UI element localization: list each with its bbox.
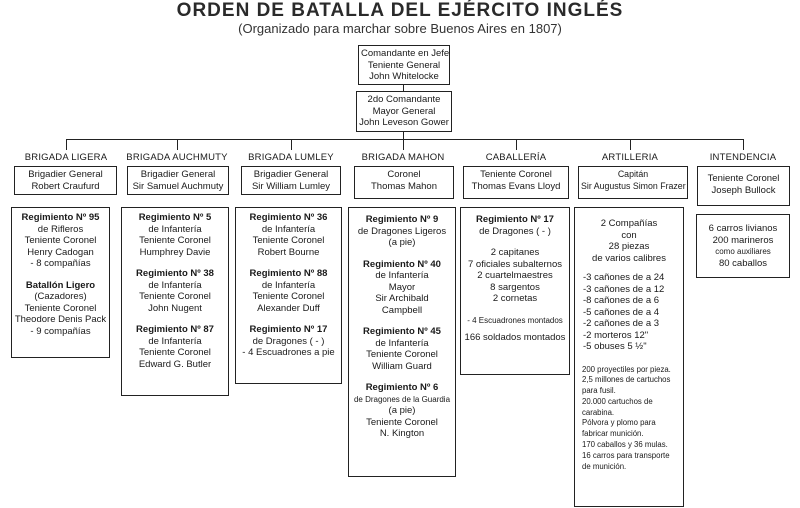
unit-line: de varios calibres — [592, 252, 666, 264]
unit-line: 2 cornetas — [492, 293, 538, 304]
box-line: Mayor General — [372, 105, 436, 117]
units-box-caballeria — [460, 207, 570, 375]
commander-box-intendencia — [697, 166, 790, 206]
units-box-artilleria — [574, 207, 684, 507]
unit-line: 2 Compañías — [600, 218, 658, 229]
artillery-pieces-list — [577, 272, 681, 353]
unit-line: 170 caballos y 36 mulas. — [582, 440, 668, 450]
box-line: Joseph Bullock — [711, 184, 776, 196]
commander-box-caballeria — [463, 166, 569, 199]
unit-line: Theodore Denis Pack — [14, 314, 107, 325]
unit-title: Regimiento Nº 95 — [21, 212, 100, 223]
unit-line: carabina. — [582, 407, 615, 417]
unit-title: Regimiento Nº 38 — [136, 268, 214, 279]
unit-title: Regimiento Nº 17 — [249, 324, 328, 335]
unit-title: Batallón Ligero — [25, 279, 96, 291]
unit-line: Pólvora y plomo para — [582, 418, 656, 428]
unit-line: John Nugent — [148, 302, 202, 314]
units-box-intendencia — [696, 214, 790, 278]
box-line: Sir Augustus Simon Frazer — [581, 180, 686, 191]
unit-line: 80 caballos — [718, 257, 768, 269]
unit-line: Teniente Coronel — [366, 349, 438, 360]
commander-box-lumley — [241, 166, 341, 195]
unit-line: de Infantería — [375, 270, 429, 281]
unit-line: -2 morteros 12" — [583, 329, 649, 341]
heading-artilleria: ARTILLERIA — [601, 152, 659, 163]
connector-col-4 — [403, 139, 404, 150]
unit-line: -3 cañones de a 12 — [583, 283, 665, 295]
unit-line: 6 carros livianos — [708, 223, 778, 234]
unit-title: Regimiento Nº 5 — [138, 212, 212, 223]
box-line: Brigadier General — [140, 169, 216, 180]
unit-line: Humphrey Davie — [139, 246, 211, 258]
box-line: Brigadier General — [28, 169, 103, 180]
unit-title: Regimiento Nº 88 — [249, 268, 328, 279]
unit-line: de Infantería — [261, 223, 316, 235]
unit-line: 166 soldados montados — [464, 332, 566, 343]
unit-line: de Dragones ( - ) — [479, 225, 551, 237]
unit-line: 2 capitanes — [490, 247, 540, 258]
box-line: Teniente Coronel — [707, 173, 780, 184]
unit-title: Regimiento Nº 17 — [476, 214, 554, 225]
unit-title: Regimiento Nº 36 — [249, 212, 328, 223]
unit-line: Teniente Coronel — [24, 235, 97, 246]
diagram-title: ORDEN DE BATALLA DEL EJÉRCITO INGLÉS — [176, 0, 624, 21]
unit-line: William Guard — [372, 360, 432, 372]
diagram-subtitle: (Organizado para marchar sobre Buenos Aires en 1807) — [238, 21, 562, 36]
unit-line: Teniente Coronel — [139, 347, 211, 358]
unit-line: de Infantería — [148, 223, 202, 235]
unit-line: de Dragones de la Guardia — [353, 394, 451, 404]
unit-line: 8 sargentos — [490, 281, 540, 293]
unit-title: Regimiento Nº 87 — [136, 324, 214, 335]
unit-line: Teniente Coronel — [24, 302, 97, 314]
unit-line: de Infantería — [375, 337, 429, 349]
unit-line: Sir Archibald — [375, 293, 429, 304]
connector-second — [403, 132, 404, 139]
unit-line: Teniente Coronel — [252, 235, 325, 246]
unit-line: 28 piezas — [608, 241, 650, 252]
unit-line: -2 cañones de a 3 — [583, 318, 660, 329]
heading-brigada-mahon: BRIGADA MAHON — [361, 152, 445, 163]
commander-box-auchmuty — [127, 166, 229, 195]
box-line: Thomas Evans Lloyd — [471, 180, 561, 192]
unit-line: 200 proyectiles por pieza. — [582, 364, 671, 374]
heading-brigada-ligera: BRIGADA LIGERA — [24, 152, 108, 163]
unit-line: 2,5 millones de cartuchos — [582, 375, 671, 385]
unit-line: con — [621, 229, 637, 241]
connector-col-2 — [177, 139, 178, 150]
unit-line: 2 cuartelmaestres — [477, 270, 553, 281]
unit-title: Regimiento Nº 6 — [365, 382, 439, 393]
unit-line: 20.000 cartuchos de — [582, 396, 653, 406]
box-line: John Leveson Gower — [359, 117, 449, 128]
unit-title: Regimiento Nº 40 — [363, 258, 441, 270]
unit-line: de Infantería — [148, 335, 202, 347]
unit-line: de Infantería — [148, 279, 202, 291]
second-commander-box — [356, 91, 452, 132]
box-line: Thomas Mahon — [370, 180, 437, 192]
artillery-supplies-notes — [577, 365, 681, 473]
unit-line: - 4 Escuadrones montados — [467, 315, 563, 325]
unit-line: Teniente Coronel — [252, 291, 325, 302]
unit-line: Mayor — [388, 281, 416, 293]
unit-line: fabricar munición. — [582, 429, 644, 439]
commander-in-chief-box — [358, 45, 450, 85]
unit-line: - 4 Escuadrones a pie — [242, 347, 335, 358]
unit-line: (a pie) — [388, 237, 416, 248]
unit-line: (a pie) — [388, 405, 416, 416]
commander-box-artilleria — [578, 166, 688, 199]
unit-line: Alexander Duff — [257, 302, 320, 314]
box-line: Teniente General — [367, 59, 441, 71]
unit-line: de Dragones ( - ) — [252, 335, 325, 347]
unit-line: 7 oficiales subalternos — [468, 258, 562, 270]
unit-line: como auxiliares — [715, 247, 771, 256]
heading-intendencia: INTENDENCIA — [709, 152, 777, 163]
box-line: Robert Craufurd — [31, 180, 100, 192]
unit-line: para fusil. — [582, 386, 616, 396]
units-box-mahon — [348, 207, 456, 477]
commander-box-mahon — [354, 166, 454, 199]
heading-brigada-lumley: BRIGADA LUMLEY — [248, 152, 334, 163]
units-box-lumley — [235, 207, 342, 384]
box-line: Teniente Coronel — [480, 169, 552, 180]
heading-brigada-auchmuty: BRIGADA AUCHMUTY — [126, 152, 228, 163]
unit-line: de Rifleros — [37, 223, 84, 235]
connector-col-6 — [630, 139, 631, 150]
unit-line: -5 cañones de a 4 — [583, 306, 660, 318]
commander-box-ligera — [14, 166, 117, 195]
unit-line: Teniente Coronel — [139, 291, 211, 302]
box-line: Coronel — [387, 169, 421, 180]
connector-col-3 — [291, 139, 292, 150]
connector-col-1 — [66, 139, 67, 150]
unit-line: Campbell — [381, 304, 423, 316]
unit-line: (Cazadores) — [34, 291, 87, 302]
connector-col-7 — [743, 139, 744, 150]
unit-line: Henry Cadogan — [27, 246, 94, 258]
unit-line: 16 carros para transporte — [582, 450, 670, 460]
unit-line: de Infantería — [261, 279, 316, 291]
unit-line: -3 cañones de a 24 — [583, 272, 665, 283]
unit-line: - 8 compañías — [30, 258, 91, 269]
box-line: 2do Comandante — [367, 94, 441, 105]
box-line: Comandante en Jefe — [361, 48, 450, 59]
unit-title: Regimiento Nº 9 — [365, 214, 439, 225]
connector-horizontal — [66, 139, 743, 140]
unit-line: -8 cañones de a 6 — [583, 295, 660, 306]
unit-line: 200 marineros — [712, 234, 774, 246]
unit-line: de Dragones Ligeros — [357, 225, 447, 237]
box-line: Sir Samuel Auchmuty — [132, 180, 224, 192]
units-box-ligera — [11, 207, 110, 358]
box-line: Capitán — [617, 169, 649, 179]
box-line: Brigadier General — [253, 169, 329, 180]
unit-line: Teniente Coronel — [366, 416, 438, 428]
connector-col-5 — [516, 139, 517, 150]
unit-line: N. Kington — [379, 428, 425, 439]
box-line: Sir William Lumley — [251, 180, 331, 192]
box-line: John Whitelocke — [369, 71, 439, 82]
unit-line: - 9 compañías — [30, 325, 91, 337]
unit-line: de munición. — [582, 461, 627, 471]
units-box-auchmuty — [121, 207, 229, 396]
heading-caballeria: CABALLERÍA — [485, 152, 547, 163]
unit-title: Regimiento Nº 45 — [363, 326, 441, 337]
unit-line: Teniente Coronel — [139, 235, 211, 246]
unit-line: -5 obuses 5 ½" — [583, 341, 647, 352]
unit-line: Robert Bourne — [257, 246, 320, 258]
unit-line: Edward G. Butler — [138, 358, 212, 370]
